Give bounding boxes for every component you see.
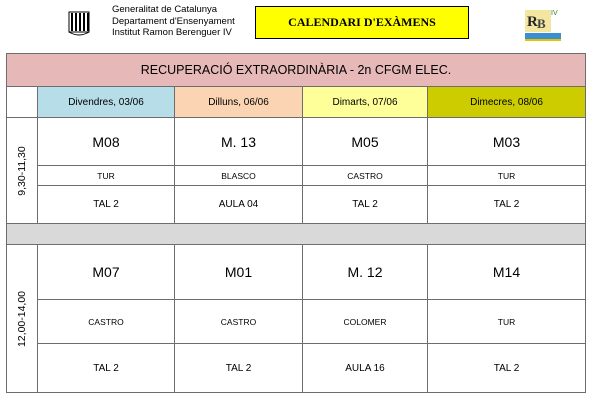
time-slot-text: 12,00-14,00: [16, 290, 28, 347]
module-cell: M07: [38, 245, 175, 300]
teacher-cell: TUR: [38, 166, 175, 186]
teacher-cell: TUR: [428, 300, 586, 344]
day-header: Divendres, 03/06: [38, 87, 175, 118]
teacher-cell: CASTRO: [303, 166, 428, 186]
room-cell: TAL 2: [428, 344, 586, 393]
institution-block: [112, 4, 235, 39]
time-slot-text: 9,30-11,30: [16, 145, 28, 196]
room-cell: TAL 2: [428, 186, 586, 224]
teacher-cell: BLASCO: [175, 166, 303, 186]
school-badge-icon: [523, 4, 563, 44]
generalitat-logo-icon: [68, 10, 90, 36]
module-cell: M. 12: [303, 245, 428, 300]
room-cell: TAL 2: [303, 186, 428, 224]
svg-text:B: B: [537, 16, 546, 31]
module-cell: M14: [428, 245, 586, 300]
module-cell: M01: [175, 245, 303, 300]
teacher-cell: CASTRO: [175, 300, 303, 344]
day-header: Dimarts, 07/06: [303, 87, 428, 118]
module-cell: M. 13: [175, 118, 303, 166]
svg-text:R: R: [527, 14, 538, 30]
day-header: Dilluns, 06/06: [175, 87, 303, 118]
teacher-cell: TUR: [428, 166, 586, 186]
teacher-cell: CASTRO: [38, 300, 175, 344]
time-slot-label: [7, 118, 38, 224]
room-cell: TAL 2: [38, 344, 175, 393]
slot-separator: [7, 224, 586, 245]
page-title: CALENDARI D'EXÀMENS: [255, 6, 469, 39]
room-cell: AULA 04: [175, 186, 303, 224]
module-cell: M08: [38, 118, 175, 166]
corner-cell: [7, 87, 38, 118]
teacher-cell: COLOMER: [303, 300, 428, 344]
institution-line: Institut Ramon Berenguer IV: [112, 27, 232, 38]
exam-schedule-table: [6, 53, 586, 393]
room-cell: TAL 2: [175, 344, 303, 393]
day-header: Dimecres, 08/06: [428, 87, 586, 118]
schedule-title: RECUPERACIÓ EXTRAORDINÀRIA - 2n CFGM ELEC.: [7, 54, 586, 87]
module-cell: M05: [303, 118, 428, 166]
room-cell: TAL 2: [38, 186, 175, 224]
module-cell: M03: [428, 118, 586, 166]
institution-line: Generalitat de Catalunya: [112, 4, 218, 15]
room-cell: AULA 16: [303, 344, 428, 393]
institution-line: Departament d'Ensenyament: [112, 15, 235, 27]
time-slot-label: [7, 245, 38, 393]
badge-text: IV: [551, 10, 558, 17]
